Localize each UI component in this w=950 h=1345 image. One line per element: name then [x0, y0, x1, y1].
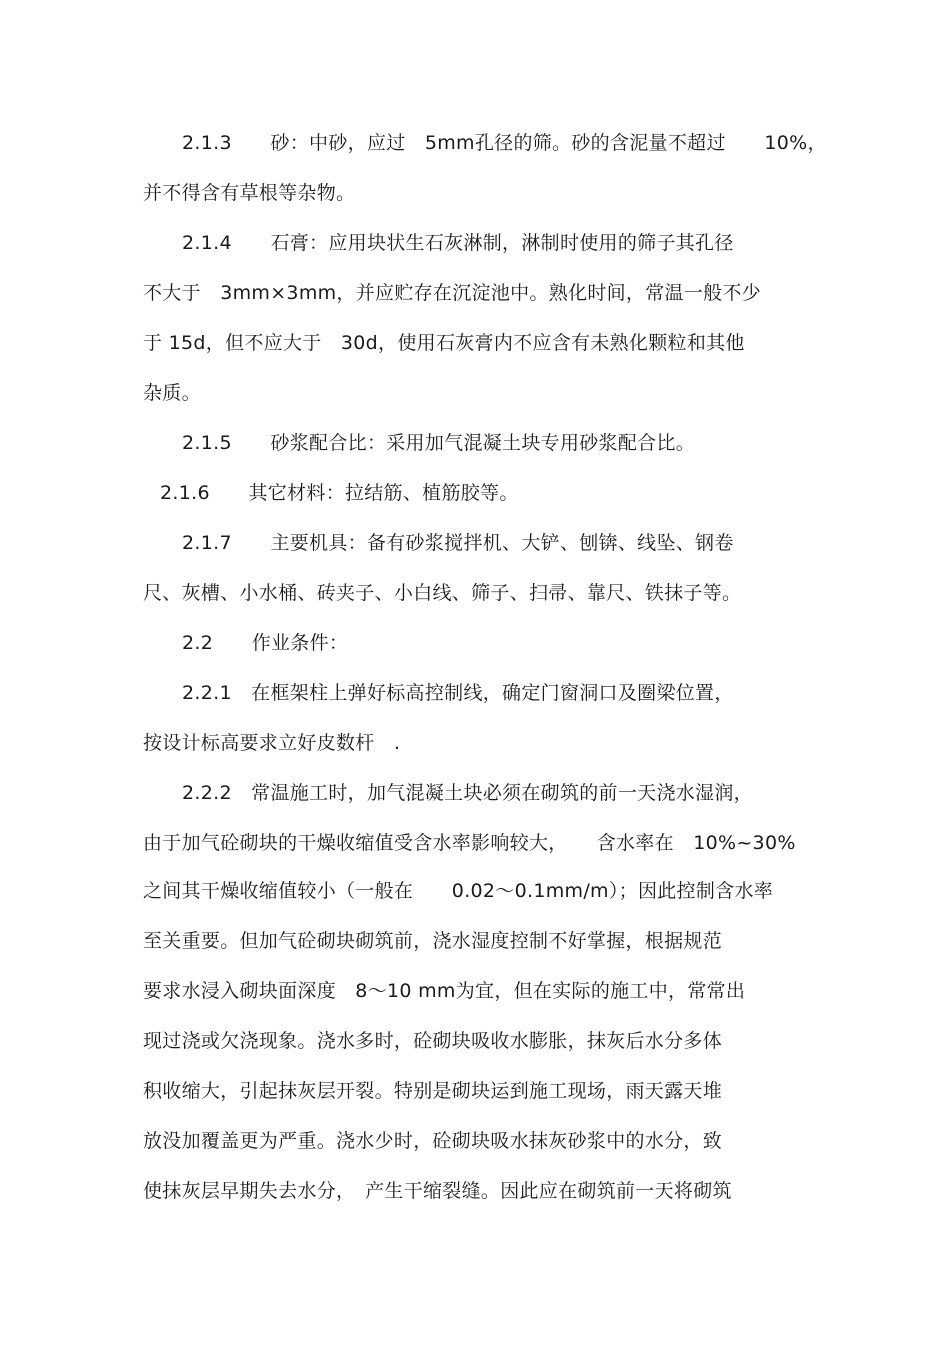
- text-line: 按设计标高要求立好皮数杆 .: [143, 732, 401, 754]
- text-line: 现过浇或欠浇现象。浇水多时，砼砌块吸收水膨胀，抹灰后水分多体: [143, 1030, 723, 1052]
- text-line: 2.2.2 常温施工时，加气混凝土块必须在砌筑的前一天浇水湿润，: [182, 782, 753, 804]
- text-line: 之间其干燥收缩值较小（一般在 0.02～0.1mm/m）；因此控制含水率: [143, 880, 774, 902]
- text-line: 不大于 3mm×3mm，并应贮存在沉淀池中。熟化时间，常温一般不少: [143, 282, 762, 304]
- text-line: 由于加气砼砌块的干燥收缩值受含水率影响较大， 含水率在 10%~30%: [143, 832, 796, 854]
- text-line: 杂质。: [143, 382, 201, 404]
- text-line: 要求水浸入砌块面深度 8～10 mm为宜，但在实际的施工中，常常出: [143, 980, 746, 1002]
- text-line: 2.1.7 主要机具：备有砂浆搅拌机、大铲、刨锛、线坠、钢卷: [182, 532, 734, 554]
- text-line: 2.1.6 其它材料：拉结筋、植筋胶等。: [160, 482, 519, 504]
- text-line: 尺、灰槽、小水桶、砖夹子、小白线、筛子、扫帚、靠尺、铁抹子等。: [143, 582, 742, 604]
- text-line: 积收缩大，引起抹灰层开裂。特别是砌块运到施工现场，雨天露天堆: [143, 1080, 723, 1102]
- text-line: 2.2 作业条件：: [182, 632, 349, 654]
- text-line: 2.1.4 石膏：应用块状生石灰淋制，淋制时使用的筛子其孔径: [182, 232, 734, 254]
- text-line: 至关重要。但加气砼砌块砌筑前，浇水湿度控制不好掌握，根据规范: [143, 930, 723, 952]
- text-line: 2.2.1 在框架柱上弹好标高控制线，确定门窗洞口及圈梁位置，: [182, 682, 734, 704]
- text-line: 2.1.5 砂浆配合比：采用加气混凝土块专用砂浆配合比。: [182, 432, 696, 454]
- text-line: 2.1.3 砂：中砂，应过 5mm孔径的筛。砂的含泥量不超过 10%，: [182, 132, 827, 154]
- text-line: 于 15d，但不应大于 30d，使用石灰膏内不应含有未熟化颗粒和其他: [143, 332, 745, 354]
- text-line: 使抹灰层早期失去水分， 产生干缩裂缝。因此应在砌筑前一天将砌筑: [143, 1180, 732, 1202]
- text-line: 并不得含有草根等杂物。: [143, 182, 356, 204]
- text-line: 放没加覆盖更为严重。浇水少时，砼砌块吸水抹灰砂浆中的水分，致: [143, 1130, 723, 1152]
